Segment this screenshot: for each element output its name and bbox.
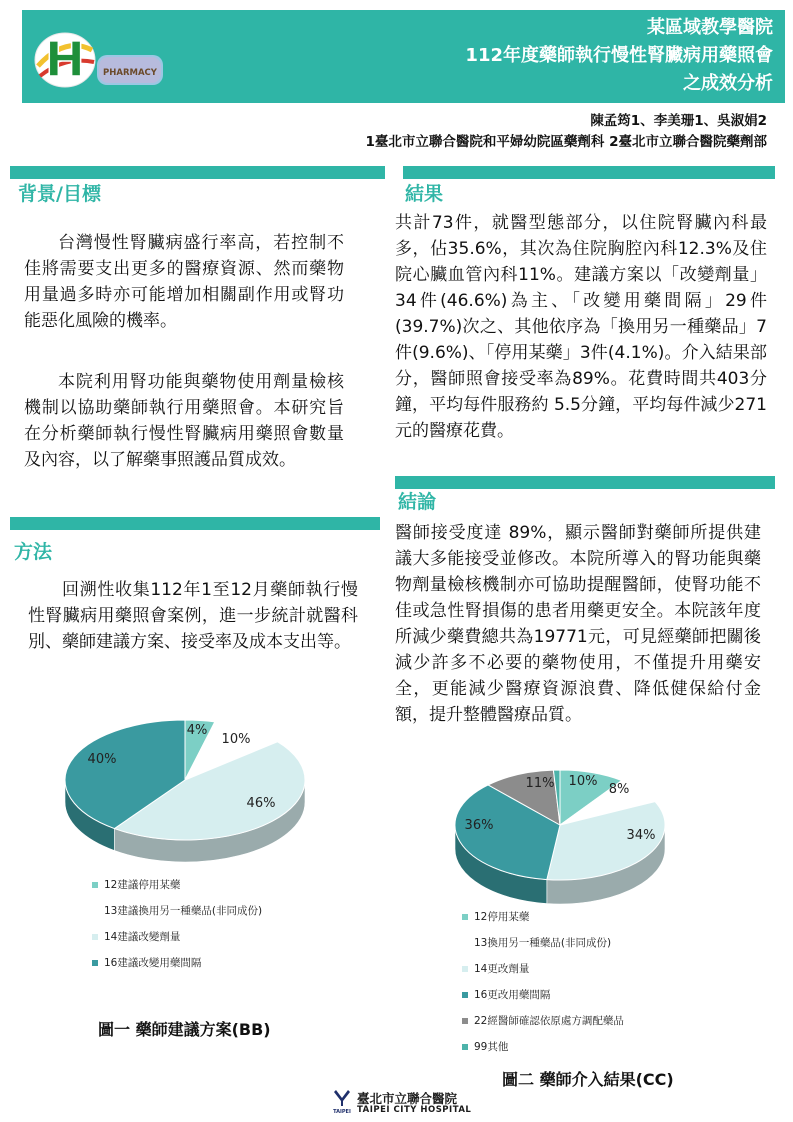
legend-item: [92, 878, 180, 892]
chart-2-legend: [462, 910, 722, 1060]
svg-text:TAIPEI: TAIPEI: [333, 1109, 351, 1114]
section-divider: [403, 166, 775, 179]
author-names: 陳孟筠1、李美珊1、吳淑娟2: [590, 113, 767, 129]
chart-1-caption: 圖一 藥師建議方案(BB): [98, 1020, 271, 1039]
author-affiliations: 1臺北市立聯合醫院和平婦幼院區藥劑科 2臺北市立聯合醫院藥劑部: [365, 134, 767, 150]
legend-swatch: [462, 1018, 468, 1024]
legend-label: 16更改用藥間隔: [474, 989, 551, 1001]
legend-item: [92, 956, 201, 970]
pie-data-label: 36%: [464, 818, 494, 833]
legend-item: [92, 904, 262, 918]
legend-label: 14更改劑量: [474, 963, 530, 975]
legend-item: [462, 1040, 508, 1054]
svg-text:PHARMACY: PHARMACY: [103, 68, 157, 78]
chart-1-legend: [92, 878, 352, 988]
section-divider: [10, 517, 380, 530]
pie-chart-2: [445, 760, 695, 910]
legend-label: 99其他: [474, 1041, 509, 1053]
legend-item: [462, 988, 550, 1002]
pie-data-label: 40%: [87, 752, 117, 767]
legend-swatch: [92, 908, 98, 914]
hospital-logo: [30, 26, 100, 90]
results-paragraph: 共計73件，就醫型態部分，以住院腎臟內科最多，佔35.6%，其次為住院胸腔內科12.3%及住院心臟血管內科11%。建議方案以「改變劑量」34件(46.6%)為主、「改變用藥間隔」29件 (39.7%)次之、其他依序為「換用另一種藥品」7件(9.6%)、「停用某藥」3件(4.1%)。介入結果部分，醫師照會接受率為89%。花費時間共403分鐘，平均每件服務約 5.5分鐘，平均每件減少271元的醫療花費。: [395, 213, 767, 441]
footer-hospital-zh: 臺北市立聯合醫院: [357, 1091, 458, 1106]
legend-swatch: [462, 940, 468, 946]
pie-chart-1: [60, 715, 320, 875]
pie-data-label: 10%: [221, 732, 251, 747]
legend-swatch: [462, 1044, 468, 1050]
legend-swatch: [92, 934, 98, 940]
legend-label: 22經醫師確認依原處方調配藥品: [474, 1015, 624, 1027]
title-line-2: 112年度藥師執行慢性腎臟病用藥照會: [465, 45, 773, 66]
legend-item: [462, 1014, 624, 1028]
svg-text:H: H: [44, 32, 86, 88]
conclusion-paragraph: 醫師接受度達 89%，顯示醫師對藥師所提供建議大多能接受並修改。本院所導入的腎功能與藥物劑量檢核機制亦可協助提醒醫師，使腎功能不佳或急性腎損傷的患者用藥更安全。本院該年度所減少藥費總共為19771元，可見經藥師把關後減少許多不必要的藥物使用，不僅提升用藥安全，更能減少醫療資源浪費、降低健保給付金額，提升整體醫療品質。: [395, 523, 761, 725]
methods-title: 方法: [14, 541, 53, 563]
title-line-3: 之成效分析: [683, 73, 773, 94]
pie-data-label: 10%: [568, 774, 598, 789]
conclusion-title: 結論: [398, 491, 437, 513]
legend-label: 12建議停用某藥: [104, 879, 181, 891]
legend-item: [462, 962, 529, 976]
background-title: 背景/目標: [18, 183, 101, 205]
pie-data-label: 46%: [246, 796, 276, 811]
legend-swatch: [462, 914, 468, 920]
pie-data-label: 34%: [626, 828, 656, 843]
legend-label: 13建議換用另一種藥品(非同成份): [104, 905, 263, 917]
methods-paragraph: 回溯性收集112年1至12月藥師執行慢性腎臟病用藥照會案例，進一步統計就醫科別、藥師建議方案、接受率及成本支出等。: [28, 580, 358, 652]
legend-item: [92, 930, 180, 944]
chart-2-caption: 圖二 藥師介入結果(CC): [502, 1070, 674, 1089]
results-title: 結果: [405, 183, 444, 205]
legend-swatch: [462, 966, 468, 972]
legend-label: 14建議改變劑量: [104, 931, 181, 943]
legend-swatch: [462, 992, 468, 998]
legend-item: [462, 910, 529, 924]
pharmacy-logo: [97, 55, 163, 85]
legend-item: [462, 936, 611, 950]
footer-hospital-en: TAIPEI CITY HOSPITAL: [357, 1105, 472, 1115]
section-divider: [10, 166, 385, 179]
pie-data-label: 11%: [525, 776, 555, 791]
legend-label: 12停用某藥: [474, 911, 530, 923]
legend-swatch: [92, 960, 98, 966]
taipei-logo-icon: [330, 1088, 354, 1114]
pie-data-label: 4%: [186, 723, 208, 738]
background-paragraph-2: 本院利用腎功能與藥物使用劑量檢核機制以協助藥師執行用藥照會。本研究旨在分析藥師執行慢性腎臟病用藥照會數量及內容，以了解藥事照護品質成效。: [24, 372, 344, 470]
pie-data-label: 8%: [608, 782, 630, 797]
background-paragraph-1: 台灣慢性腎臟病盛行率高，若控制不佳將需要支出更多的醫療資源、然而藥物用量過多時亦可能增加相關副作用或腎功能惡化風險的機率。: [24, 233, 344, 331]
author-block: [366, 111, 768, 153]
legend-swatch: [92, 882, 98, 888]
legend-label: 13換用另一種藥品(非同成份): [474, 937, 612, 949]
title-line-1: 某區域教學醫院: [647, 17, 773, 38]
section-divider: [395, 476, 775, 489]
legend-label: 16建議改變用藥間隔: [104, 957, 202, 969]
